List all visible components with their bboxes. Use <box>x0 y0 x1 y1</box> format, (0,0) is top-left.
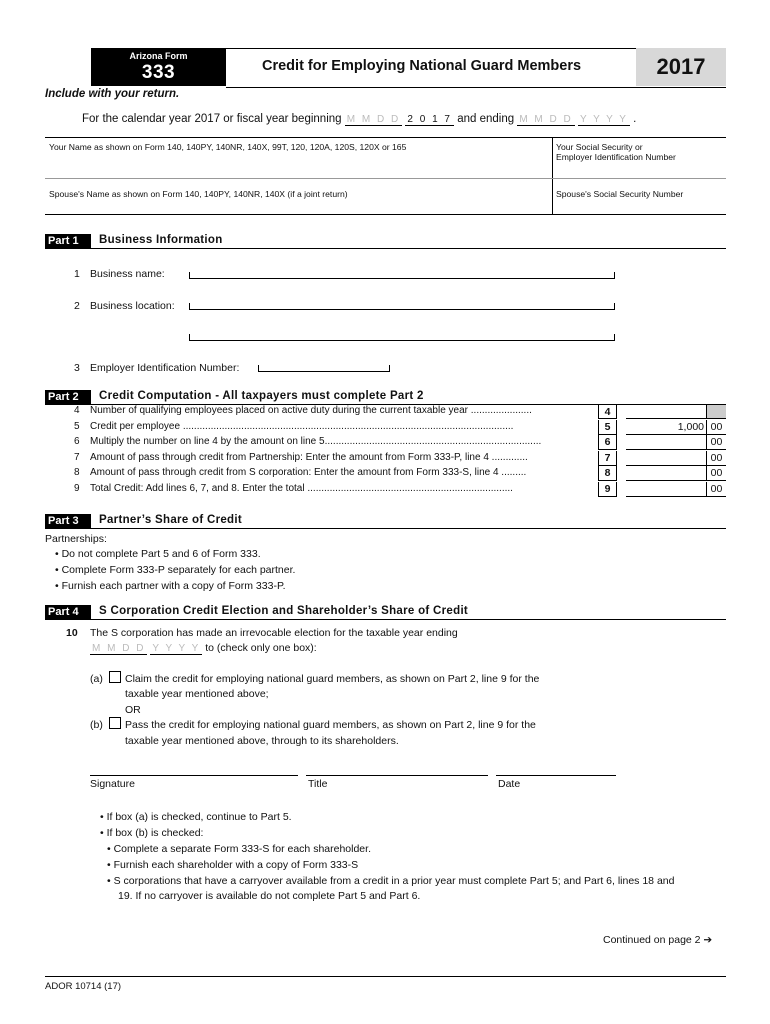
part2-amount-field[interactable]: 1,000 <box>626 420 706 435</box>
part2-line-box: 8 <box>598 466 617 481</box>
part4-title: S Corporation Credit Election and Shareholder’s Share of Credit <box>99 605 469 617</box>
begin-date-field[interactable]: M M D D <box>346 114 401 125</box>
part2-amount-field[interactable] <box>626 404 706 419</box>
part2-amount-field[interactable] <box>626 466 706 481</box>
signature-label: Signature <box>90 778 135 790</box>
continued-note: Continued on page 2 ➔ <box>603 934 713 946</box>
part3-bullet-text: Do not complete Part 5 and 6 of Form 333. <box>61 548 261 560</box>
part2-cents-field[interactable]: 00 <box>706 420 726 435</box>
line1-label: Business name: <box>90 268 165 280</box>
option-b-line2: taxable year mentioned above, through to its shareholders. <box>125 735 399 747</box>
calendar-suffix: . <box>633 113 637 125</box>
option-a-line2: taxable year mentioned above; <box>125 688 269 700</box>
part3-bullet: • Do not complete Part 5 and 6 of Form 333. <box>55 548 261 560</box>
part2-line-text: Credit per employee ....................................................................................................................... <box>90 420 514 432</box>
spouse-ssn-field[interactable]: Spouse's Social Security Number <box>556 189 684 199</box>
part2-line-text: Amount of pass through credit from S corporation: Enter the amount from Form 333-S, line 4 ......... <box>90 467 527 479</box>
part2-line-number: 6 <box>74 436 80 448</box>
part1-tag: Part 1 <box>45 234 91 248</box>
part2-header <box>45 390 726 405</box>
part2-tag: Part 2 <box>45 390 91 404</box>
form-number-box <box>91 48 226 86</box>
part2-line-box: 6 <box>598 435 617 450</box>
part4-header <box>45 605 726 620</box>
date-label: Date <box>498 778 521 790</box>
part2-line-number: 9 <box>74 483 80 494</box>
part2-line-number: 8 <box>74 467 80 479</box>
option-b-label: (b) <box>90 719 103 731</box>
calendar-prefix: For the calendar year 2017 or fiscal year beginning <box>82 113 342 125</box>
option-a-line1: Claim the credit for employing national guard members, as shown on Part 2, line 9 for the <box>125 673 540 685</box>
line10-text: The S corporation has made an irrevocable election for the taxable year ending <box>90 627 458 639</box>
election-year-field[interactable]: Y Y Y Y <box>152 643 201 654</box>
part2-cents-field[interactable]: 00 <box>706 435 726 450</box>
part3-tag: Part 3 <box>45 514 91 528</box>
option-a-label: (a) <box>90 673 103 685</box>
checkbox-icon <box>109 717 121 729</box>
part3-bullet-text: Furnish each partner with a copy of Form 333-P. <box>61 580 286 592</box>
note-item: • Furnish each shareholder with a copy of Form 333-S <box>107 859 359 871</box>
part2-line-box: 4 <box>598 404 617 419</box>
or-text: OR <box>125 704 141 716</box>
part2-line-box: 9 <box>598 482 617 497</box>
business-name-input[interactable] <box>189 272 615 279</box>
option-b-checkbox[interactable] <box>109 717 124 731</box>
calendar-connector: and ending <box>457 113 515 125</box>
part2-line-text: Amount of pass through credit from Partnership: Enter the amount from Form 333-P, line 4 ............. <box>90 451 528 463</box>
line2-number: 2 <box>74 300 80 312</box>
part2-line-text: Total Credit: Add lines 6, 7, and 8. Enter the total .......................................................................... <box>90 483 513 494</box>
part3-title: Partner’s Share of Credit <box>99 514 242 526</box>
part3-intro: Partnerships: <box>45 533 107 545</box>
taxpayer-names-box <box>45 137 726 215</box>
title-line[interactable] <box>306 775 488 776</box>
part2-line-number: 5 <box>74 420 80 432</box>
business-location-input-2[interactable] <box>189 334 615 341</box>
part2-amount-field[interactable] <box>626 435 706 450</box>
form-code: ADOR 10714 (17) <box>45 981 122 992</box>
line3-label: Employer Identification Number: <box>90 362 240 374</box>
option-b-line1: Pass the credit for employing national guard members, as shown on Part 2, line 9 for the <box>125 719 536 731</box>
note-item: 19. If no carryover is available do not complete Part 5 and Part 6. <box>118 890 421 902</box>
line3-number: 3 <box>74 362 80 374</box>
line10-suffix: to (check only one box): <box>205 642 317 654</box>
include-note: Include with your return. <box>45 88 180 100</box>
note-item: • Complete a separate Form 333-S for each shareholder. <box>107 843 371 855</box>
part4-tag: Part 4 <box>45 605 91 619</box>
part2-line-number: 7 <box>74 451 80 463</box>
part3-bullet: • Furnish each partner with a copy of Form 333-P. <box>55 580 286 592</box>
part3-bullet: • Complete Form 333-P separately for each partner. <box>55 564 296 576</box>
note-item: • If box (b) is checked: <box>100 827 204 839</box>
part2-line-number: 4 <box>74 405 80 416</box>
begin-year-field[interactable]: 2 0 1 7 <box>407 114 452 125</box>
end-year-field[interactable]: Y Y Y Y <box>579 114 628 125</box>
ein-input[interactable] <box>258 365 390 372</box>
election-date-field[interactable]: M M D D <box>92 643 146 654</box>
part2-title: Credit Computation - All taxpayers must complete Part 2 <box>99 390 424 402</box>
line10-date-row <box>90 642 317 655</box>
part2-amount-field[interactable] <box>626 482 706 497</box>
form-number: 333 <box>141 62 176 83</box>
page-title: Credit for Employing National Guard Members <box>262 58 582 74</box>
part2-line-text: Number of qualifying employees placed on active duty during the current taxable year ...................... <box>90 405 532 416</box>
line2-label: Business location: <box>90 300 175 312</box>
calendar-year-line <box>82 113 636 126</box>
part2-cents-field[interactable]: 00 <box>706 451 726 466</box>
part2-line-box: 5 <box>598 420 617 435</box>
line1-number: 1 <box>74 268 80 280</box>
names-row-divider <box>45 178 726 179</box>
note-item: • S corporations that have a carryover available from a credit in a prior year must complete Part 5; and Part 6, lines 18 and <box>107 875 675 887</box>
form-label: Arizona Form <box>129 51 188 61</box>
part3-header <box>45 514 726 529</box>
part2-line-text: Multiply the number on line 4 by the amount on line 5.............................................................................. <box>90 436 542 448</box>
end-date-field[interactable]: M M D D <box>519 114 573 125</box>
line10-number: 10 <box>66 627 78 639</box>
option-a-checkbox[interactable] <box>109 671 124 685</box>
part2-amount-field[interactable] <box>626 451 706 466</box>
your-name-field[interactable]: Your Name as shown on Form 140, 140PY, 140NR, 140X, 99T, 120, 120A, 120S, 120X or 165 <box>49 142 407 152</box>
signature-line[interactable] <box>90 775 298 776</box>
spouse-name-field[interactable]: Spouse's Name as shown on Form 140, 140PY, 140NR, 140X (if a joint return) <box>49 189 348 199</box>
part2-cents-field[interactable]: 00 <box>706 466 726 481</box>
part2-line-box: 7 <box>598 451 617 466</box>
ssn-label-line2: Employer Identification Number <box>556 152 676 162</box>
ssn-field[interactable] <box>556 142 676 162</box>
title-label: Title <box>308 778 328 790</box>
part1-title: Business Information <box>99 234 223 246</box>
footer-rule <box>45 976 726 977</box>
part1-header <box>45 234 726 249</box>
tax-year: 2017 <box>636 48 726 86</box>
business-location-input[interactable] <box>189 303 615 310</box>
note-item: • If box (a) is checked, continue to Part 5. <box>100 811 292 823</box>
checkbox-icon <box>109 671 121 683</box>
part2-cents-field[interactable] <box>706 404 726 419</box>
ssn-label-line1: Your Social Security or <box>556 142 643 152</box>
names-divider <box>552 138 553 214</box>
date-line[interactable] <box>496 775 616 776</box>
part3-bullet-text: Complete Form 333-P separately for each partner. <box>61 564 296 576</box>
part2-cents-field[interactable]: 00 <box>706 482 726 497</box>
